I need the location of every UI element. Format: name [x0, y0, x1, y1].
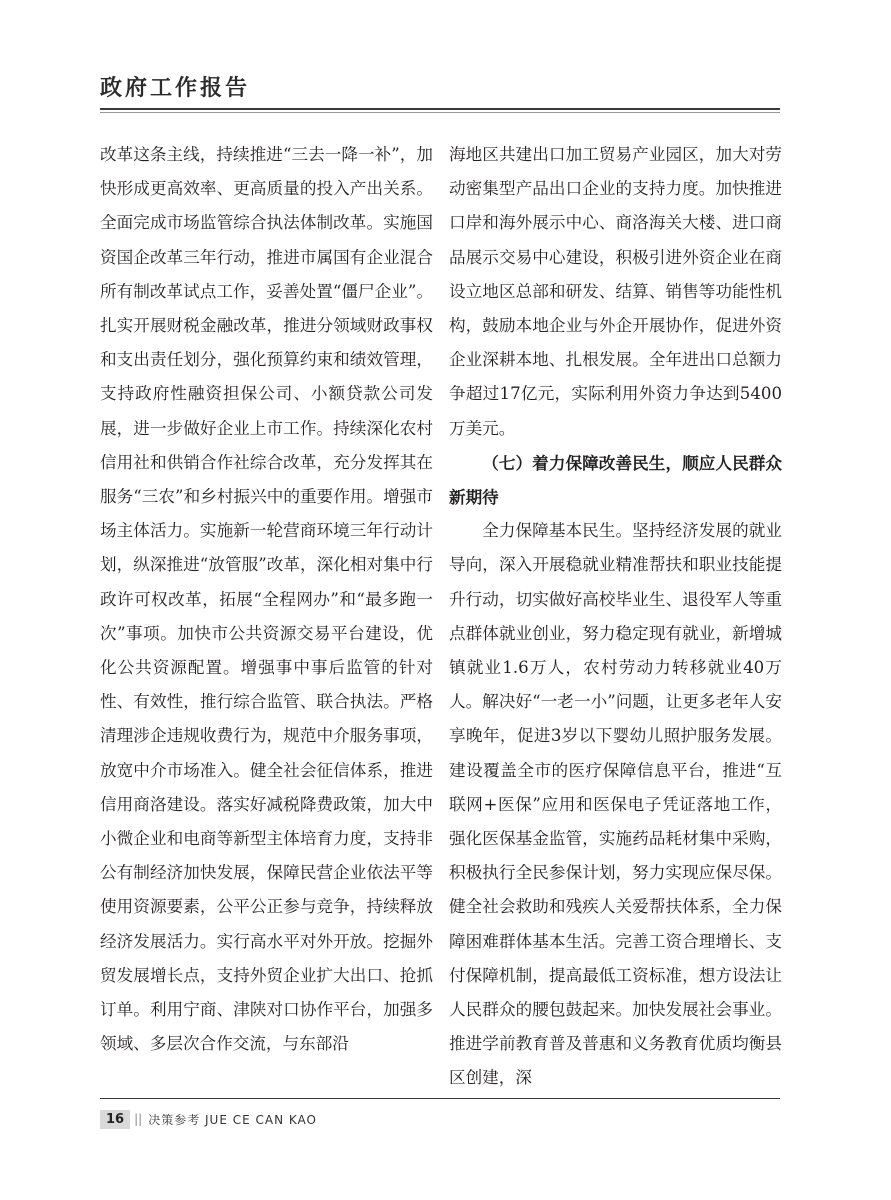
- page-footer: [100, 1108, 317, 1130]
- journal-name: 决策参考 JUE CE CAN KAO: [148, 1112, 317, 1127]
- header-rule: [100, 108, 780, 110]
- section-heading: （七）着力保障改善民生，顺应人民群众新期待: [449, 452, 782, 508]
- left-column: [100, 138, 433, 1061]
- footer-separator: ||: [134, 1112, 143, 1126]
- right-paragraph-1: 海地区共建出口加工贸易产业园区，加大对劳动密集型产品出口企业的支持力度。加快推进口岸和海外展示中心、商洛海关大楼、进口商品展示交易中心建设，积极引进外资企业在商设立地区总部和研发、结算、销售等功能性机构，鼓励本地企业与外企开展协作，促进外资企业深耕本地、扎根发展。全年进出口总额力争超过17亿元，实际利用外资力争达到5400万美元。: [449, 145, 782, 438]
- left-paragraph: 改革这条主线，持续推进“三去一降一补”，加快形成更高效率、更高质量的投入产出关系。全面完成市场监管综合执法体制改革。实施国资国企改革三年行动，推进市属国有企业混合所有制改革试点工作，妥善处置“僵尸企业”。扎实开展财税金融改革，推进分领域财政事权和支出责任划分，强化预算约束和绩效管理，支持政府性融资担保公司、小额贷款公司发展，进一步做好企业上市工作。持续深化农村信用社和供销合作社综合改革，充分发挥其在服务“三农”和乡村振兴中的重要作用。增强市场主体活力。实施新一轮营商环境三年行动计划，纵深推进“放管服”改革，深化相对集中行政许可权改革，拓展“全程网办”和“最多跑一次”事项。加快市公共资源交易平台建设，优化公共资源配置。增强事中事后监管的针对性、有效性，推行综合监管、联合执法。严格清理涉企违规收费行为，规范中介服务事项，放宽中介市场准入。健全社会征信体系，推进信用商洛建设。落实好减税降费政策，加大中小微企业和电商等新型主体培育力度，支持非公有制经济加快发展，保障民营企业依法平等使用资源要素，公平公正参与竞争，持续释放经济发展活力。实行高水平对外开放。挖掘外贸发展增长点，支持外贸企业扩大出口、抢抓订单。利用宁商、津陕对口协作平台，加强多领域、多层次合作交流，与东部沿: [100, 145, 433, 1054]
- footer-rule: [100, 1098, 780, 1099]
- right-column: [449, 138, 782, 1096]
- right-paragraph-2: 全力保障基本民生。坚持经济发展的就业导向，深入开展稳就业精准帮扶和职业技能提升行动，切实做好高校毕业生、退役军人等重点群体就业创业，努力稳定现有就业，新增城镇就业1.6万人，农村劳动力转移就业40万人。解决好“一老一小”问题，让更多老年人安享晚年，促进3岁以下婴幼儿照护服务发展。建设覆盖全市的医疗保障信息平台，推进“互联网+医保”应用和医保电子凭证落地工作，强化医保基金监管，实施药品耗材集中采购，积极执行全民参保计划，努力实现应保尽保。健全社会救助和残疾人关爱帮扶体系，全力保障困难群体基本生活。完善工资合理增长、支付保障机制，提高最低工资标准，想方设法让人民群众的腰包鼓起来。加快发展社会事业。推进学前教育普及普惠和义务教育优质均衡县区创建，深: [449, 521, 782, 1088]
- running-header-title: 政府工作报告: [100, 76, 251, 101]
- header-rule-thin: [100, 112, 780, 113]
- page-number: 16: [100, 1110, 130, 1129]
